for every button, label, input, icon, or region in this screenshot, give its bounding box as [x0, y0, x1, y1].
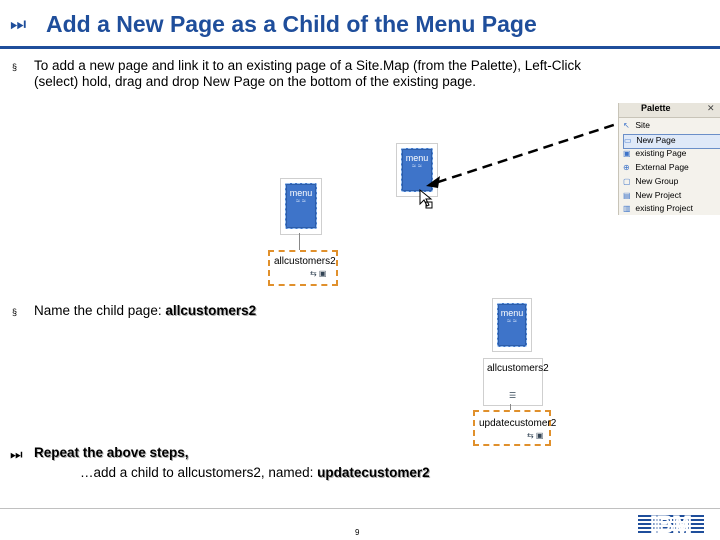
group-icon: ▢	[623, 177, 631, 186]
palette-title: Palette	[641, 103, 671, 113]
palette-item-external-page[interactable]	[623, 162, 719, 175]
title-bar	[0, 0, 720, 52]
existing-project-icon: ▥	[623, 204, 631, 213]
child-page-name: allcustomers2	[165, 303, 257, 318]
palette-item-label: New Page	[636, 135, 676, 145]
link-line	[299, 233, 300, 251]
step-heading-text: Repeat the above steps,	[34, 445, 189, 460]
palette-header	[619, 103, 720, 118]
node-status-icons: ⇆ ▣	[527, 431, 544, 440]
bullet-2-prefix: Name the child page:	[34, 303, 166, 318]
title-divider	[0, 46, 720, 49]
palette-item-site[interactable]	[623, 120, 719, 133]
palette-item-existing-page[interactable]	[623, 148, 719, 161]
palette-item-label: existing Project	[635, 203, 694, 213]
bullet-marker: §	[12, 307, 18, 317]
palette-item-label: New Group	[635, 176, 679, 186]
page-glyph: ≈ ≈	[412, 163, 422, 170]
bullet-text-2	[34, 303, 256, 319]
palette-item-label: Site	[635, 120, 651, 130]
page-title: Add a New Page as a Child of the Menu Page	[46, 11, 537, 37]
palette-item-new-page[interactable]	[623, 134, 720, 149]
menu-page-label: menu	[289, 188, 313, 198]
link-anchor-icon: ☰	[509, 391, 517, 400]
updatecustomer-drop-outline[interactable]	[473, 410, 557, 446]
step-heading	[34, 445, 189, 461]
palette-item-new-project[interactable]	[623, 190, 719, 203]
svg-text:IBM: IBM	[650, 512, 692, 537]
external-page-icon: ⊕	[623, 163, 630, 172]
palette-item-new-group[interactable]	[623, 176, 719, 189]
menu-page-node[interactable]	[285, 183, 317, 229]
palette-item-label: existing Page	[635, 148, 687, 158]
step-detail	[80, 465, 430, 481]
drop-target-outline[interactable]	[268, 250, 338, 286]
close-icon[interactable]: ✕	[707, 103, 715, 113]
menu-page-frame-3	[492, 298, 532, 352]
allcustomers-label: allcustomers2	[487, 363, 549, 374]
palette-panel	[618, 103, 720, 215]
menu-page-label-2: menu	[405, 153, 429, 163]
select-icon: ↖	[623, 121, 630, 130]
drag-arrow-icon	[404, 112, 634, 217]
menu-page-frame	[280, 178, 322, 235]
page-glyph: ≈ ≈	[296, 198, 306, 205]
bullet-1-line-2: (select) hold, drag and drop New Page on the bottom of the existing page.	[34, 74, 477, 89]
palette-item-existing-project[interactable]	[623, 203, 719, 216]
play-next-icon: ⏭	[10, 446, 23, 462]
footer-divider	[0, 508, 720, 509]
bullet-1-line-1: To add a new page and link it to an existing page of a Site.Map (from the Palette), Left-Click	[34, 58, 582, 73]
allcustomers-node[interactable]	[483, 358, 549, 406]
palette-item-label: External Page	[635, 162, 689, 172]
page-icon: ▭	[624, 136, 632, 145]
page-number: 9	[355, 528, 360, 537]
ibm-logo	[636, 511, 706, 537]
menu-page-node-3[interactable]	[497, 303, 527, 347]
bullet-marker: §	[12, 62, 18, 72]
updatecustomer-label: updatecustomer2	[479, 418, 557, 429]
page-glyph: ≈ ≈	[507, 318, 517, 325]
existing-page-icon: ▣	[623, 149, 631, 158]
menu-page-label-3: menu	[500, 308, 524, 318]
project-icon: ▤	[623, 191, 631, 200]
palette-item-label: New Project	[635, 190, 682, 200]
bullet-text-1	[34, 58, 704, 90]
child-page-name-2: updatecustomer2	[317, 465, 430, 480]
node-status-icons: ⇆ ▣	[310, 269, 327, 278]
play-next-icon: ⏭	[10, 14, 27, 34]
step-detail-prefix: …add a child to allcustomers2, named:	[80, 465, 318, 480]
allcustomers-dragging-label: allcustomers2	[274, 256, 336, 267]
